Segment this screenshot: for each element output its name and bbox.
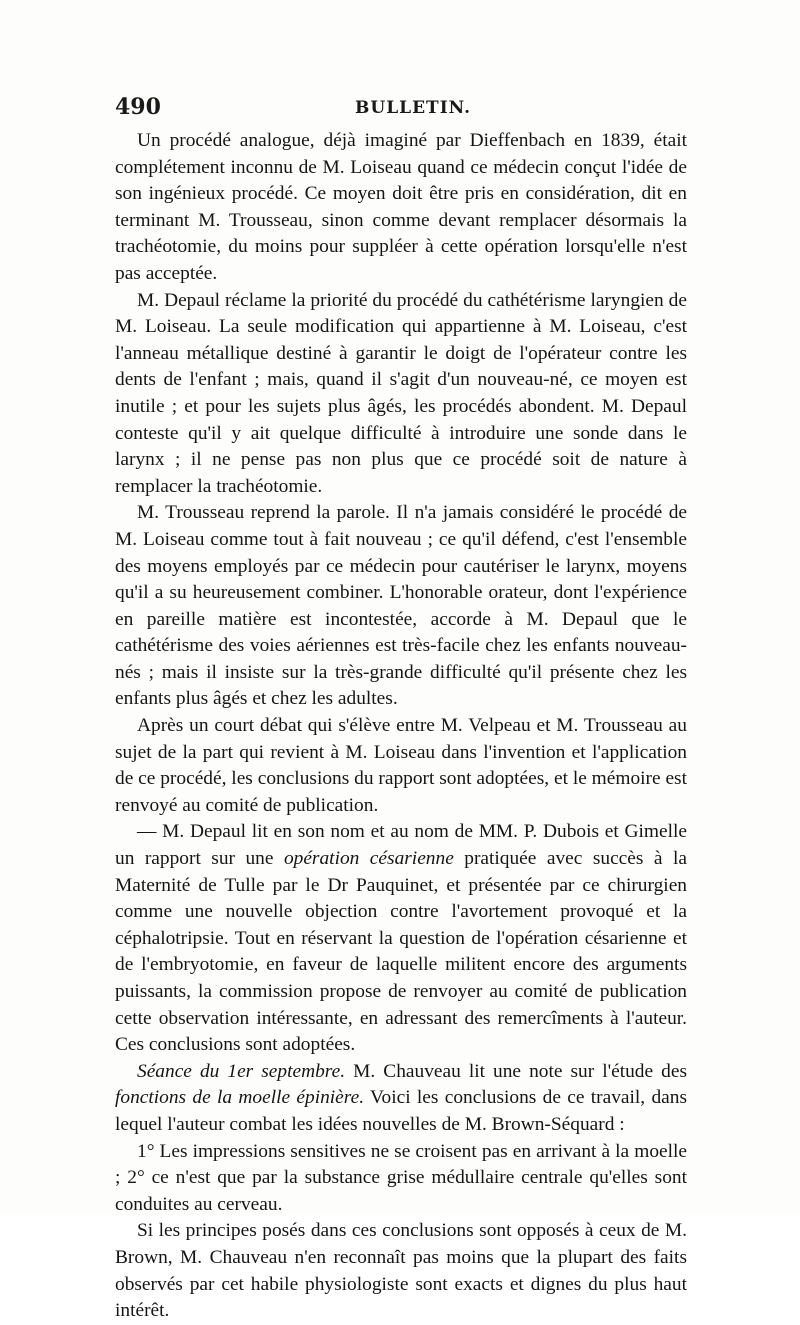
italic-text: opération césarienne	[283, 848, 454, 870]
paragraph-text: M. Chauveau lit une note sur l'étude des	[345, 1060, 687, 1082]
page-number: 490	[115, 94, 161, 120]
running-head: BULLETIN.	[355, 98, 472, 118]
paragraph	[115, 500, 687, 713]
paragraph	[115, 1218, 687, 1324]
paragraph-text: 1° Les impressions sensitives ne se croisent pas en arrivant à la moelle ; 2° ce n'est que par la substance grise médullaire centrale qu'elles sont conduites au cerveau.	[115, 1140, 687, 1215]
italic-text: fonctions de la moelle épinière.	[115, 1087, 365, 1109]
paragraph-text: M. Depaul réclame la priorité du procédé du cathétérisme laryngien de M. Loiseau. La seule modification qui appartienne à M. Loiseau, c'est l'anneau métallique destiné à garantir le doigt de l'opérateur contre les dents de l'enfant ; mais, quand il s'agit d'un nouveau-né, ce moyen est inutile ; et pour les sujets plus âgés, les procédés abondent. M. Depaul conteste qu'il y ait quelque difficulté à introduire une sonde dans le larynx ; il ne pense pas non plus que ce procédé soit de nature à remplacer la trachéotomie.	[115, 289, 687, 497]
paragraph-text: M. Trousseau reprend la parole. Il n'a jamais considéré le procédé de M. Loiseau comme tout à fait nouveau ; ce qu'il défend, c'est l'ensemble des moyens employés par ce médecin pour cautériser le larynx, moyens qu'il a su heureusement combiner. L'honorable orateur, dont l'expérience en pareille matière est incontestée, accorde à M. Depaul que le cathétérisme des voies aériennes est très-facile chez les enfants nouveau-nés ; mais il insiste sur la très-grande difficulté qu'il présente chez les enfants plus âgés et chez les adultes.	[115, 502, 687, 710]
paragraph	[115, 819, 687, 1058]
paragraph-text: Voici les conclusions de ce travail, dans lequel l'auteur combat les idées nouvelles de M. Brown-Séquard :	[115, 1087, 687, 1135]
body-text	[115, 128, 687, 1325]
paragraph	[115, 1139, 687, 1219]
paragraph	[115, 288, 687, 501]
paragraph	[115, 713, 687, 819]
paragraph	[115, 1059, 687, 1139]
paragraph-text: Après un court débat qui s'élève entre M. Velpeau et M. Trousseau au sujet de la part qui revient à M. Loiseau dans l'invention et l'application de ce procédé, les conclusions du rapport sont adoptées, et le mémoire est renvoyé au comité de publication.	[115, 715, 687, 816]
paragraph-text: Un procédé analogue, déjà imaginé par Dieffenbach en 1839, était complétement inconnu de M. Loiseau quand ce médecin conçut l'idée de son ingénieux procédé. Ce moyen doit être pris en considération, dit en terminant M. Trousseau, sinon comme devant remplacer désormais la trachéotomie, du moins pour suppléer à cette opération lorsqu'elle n'est pas acceptée.	[115, 130, 687, 284]
paragraph-text: Si les principes posés dans ces conclusions sont opposés à ceux de M. Brown, M. Chauveau n'en reconnaît pas moins que la plupart des faits observés par cet habile physiologiste sont exacts et dignes du plus haut intérêt.	[115, 1220, 687, 1322]
italic-text: Séance du 1er septembre.	[137, 1060, 346, 1082]
page-header	[115, 94, 685, 124]
paragraph	[115, 128, 687, 288]
paragraph-text: pratiquée avec succès à la Maternité de Tulle par le Dr Pauquinet, et présentée par ce chirurgien comme une nouvelle objection contre l'avortement provoqué et la céphalotripsie. Tout en réservant la question de l'opération césarienne et de l'embryotomie, en faveur de laquelle militent encore des arguments puissants, la commission propose de renvoyer au comité de publication cette observation intéressante, en adressant des remercîments à l'auteur. Ces conclusions sont adoptées.	[115, 848, 687, 1056]
paragraph-text: — M. Depaul lit en son nom et au nom de MM. P. Dubois et Gimelle un rapport sur une	[115, 821, 687, 870]
